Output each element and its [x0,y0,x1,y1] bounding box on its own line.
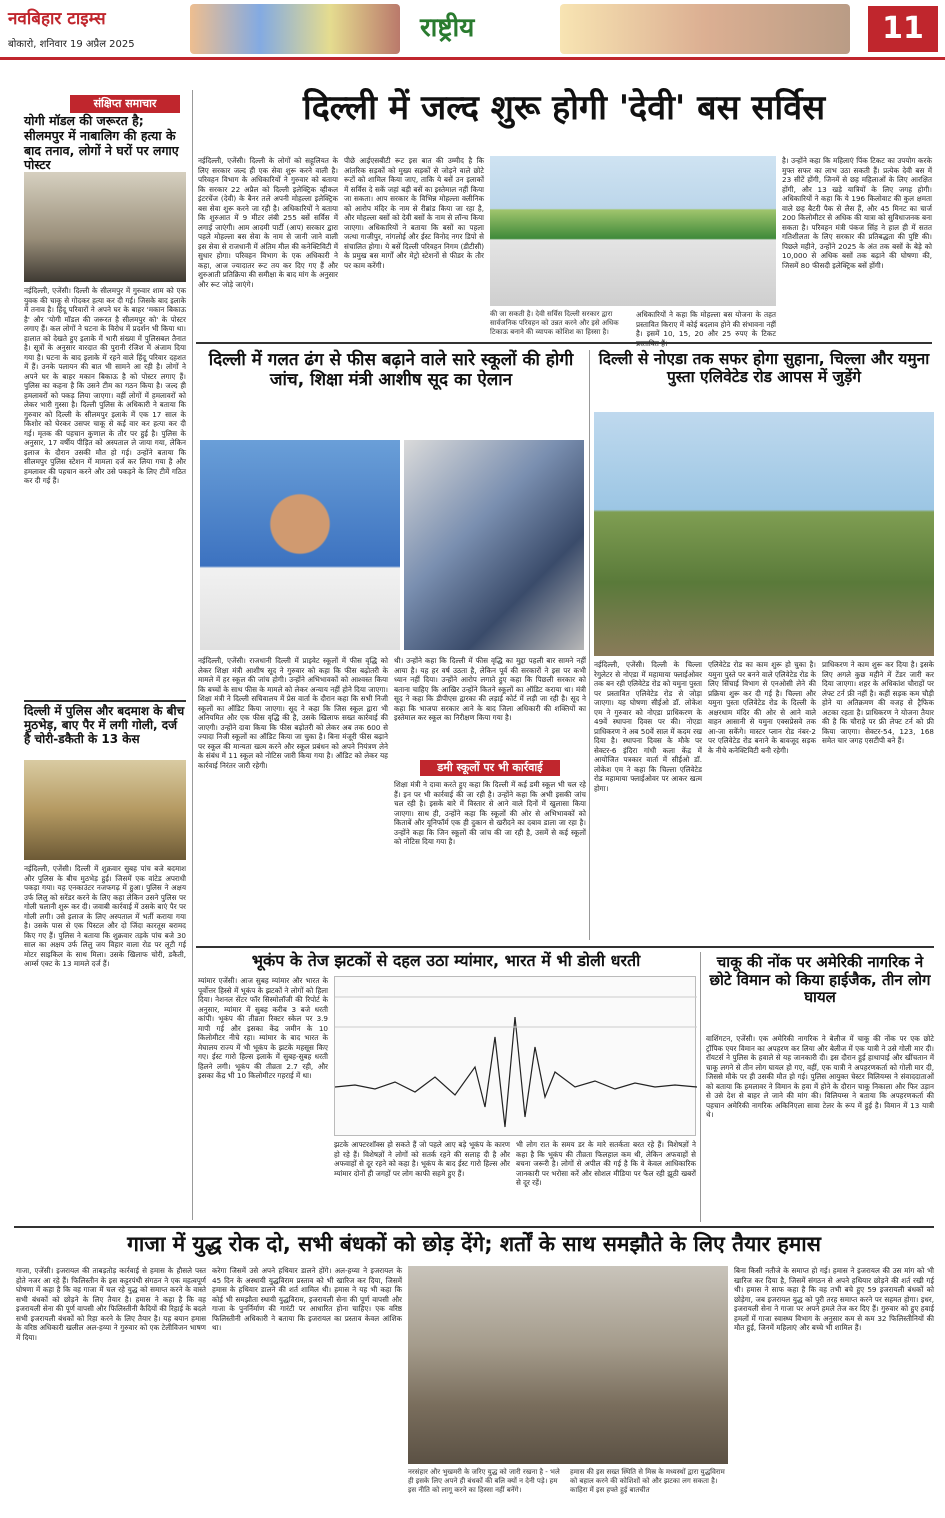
students-photo [404,440,584,650]
divider [196,946,934,948]
expressway-headline: दिल्ली से नोएडा तक सफर होगा सुहाना, चिल्ला और यमुना पुस्ता एलिवेटेड रोड आपस में जुड़ेंगे [598,350,930,387]
divider [14,1226,934,1228]
masthead-artwork [190,4,400,54]
lead-photo-caption: की जा सकती है। देवी सर्विस दिल्ली सरकार द्वारा सार्वजनिक परिवहन को उन्नत करने और इसे अधिक टिकाऊ बनाने की व्यापक कोशिश का हिस्सा है। [490,310,619,337]
brief1-headline: योगी मॉडल की जरूरत है; सीलमपुर में नाबालिग की हत्या के बाद तनाव, लोगों ने घरों पर लगाए पोस्टर [24,113,179,173]
lead-body-col1: नईदिल्ली, एजेंसी। दिल्ली के लोगों को सहूलियत के लिए सरकार जल्द ही एक सेवा शुरू करने वाली है। परिवहन विभाग के अधिकारियों ने गुरुवार को बताया कि सरकार 22 अप्रैल को दिल्ली इलेक्ट्रिक व्हीकल इंटरचेंज (देवी) के बैनर तले अपनी मोहल्ला इलेक्ट्रिक बस सेवा शुरू करने जा रही है। अधिकारियों ने बताया कि शुरुआत में 9 मीटर लंबी 255 बसें सर्विस में लगाई जाएंगी। आम आदमी पार्टी (आप) सरकार द्वारा पहले मोहल्ला बस सेवा के नाम से जानी जाने वाली इस सेवा से राजधानी में अंतिम मील की कनेक्टिविटी में सुधार होगा। परिवहन विभाग के एक अधिकारी ने कहा, आज ज्यादातर रूट तय कर दिए गए हैं और शुरुआती प्रतिक्रिया की समीक्षा के बाद मांग के अनुसार और रूट जोड़े जाएंगे। [198,156,338,289]
survey-photo [594,412,934,656]
expressway-body-col3: प्राधिकरण ने काम शुरू कर दिया है। इसके लिए अगले कुछ महीने में टेंडर जारी कर दिया जाएगा। शहर के अधिकांश चौराहों पर लेफ्ट टर्न फ्री नहीं है। कहीं सड़क कम चौड़ी होने या अतिक्रमण की वजह से ट्रैफिक अटका रहता है। प्राधिकरण ने योजना तैयार की है कि चौराहे पर फ्री लेफ्ट टर्न को फ्री किया जाएगा। सेक्टर-54, 123, 168 समेत चार जगह एसटीपी बने हैं। [822,660,934,745]
hijack-body: वाशिंगटन, एजेंसी। एक अमेरिकी नागरिक ने बेलीज में चाकू की नोंक पर एक छोटे ट्रॉपिक एयर विमान का अपहरण कर लिया और बेलीज में एक यात्री ने उसे गोली मार दी। रॉयटर्स ने पुलिस के हवाले से यह जानकारी दी। इस दौरान हुई हाथापाई और खींचतान में चाकू लगने से तीन लोग घायल हो गए, वहीं, एक यात्री ने अपहरणकर्ता को गोली मार दी, जिससे मौके पर ही उसकी मौत हो गई। पुलिस आयुक्त चेस्टर विलियम्स ने संवाददाताओं को बताया कि हमलावर ने विमान के हवा में होने के दौरान चाकू निकाला और फिर उड़ान से उसे देश से बाहर ले जाने की मांग की। विलियम्स ने बताया कि अपहरणकर्ता की पहचान अमेरिकी नागरिक अकिनिएला सावा टेलर के रूप में हुई है। विमान में 13 यात्री थे। [706,1034,934,1119]
newspaper-brand: नवबिहार टाइम्स [8,9,106,29]
schools-body-col1: नईदिल्ली, एजेंसी। राजधानी दिल्ली में प्राइवेट स्कूलों में फीस वृद्धि को लेकर शिक्षा मंत्री आशीष सूद ने गुरुवार को कहा कि फीस बढ़ोतरी के मामले में हर स्कूल की जांच होगी। उन्होंने अभिभावकों को आश्वस्त किया कि बच्चों के साथ फीस के मामले को लेकर अन्याय नहीं होने दिया जाएगा। शिक्षा मंत्री ने दिल्ली सचिवालय में प्रेस वार्ता के दौरान कहा कि सभी निजी स्कूलों का ऑडिट किया जाएगा। सूद ने कहा कि जिस स्कूल द्वारा भी अनियमित और एक फीस वृद्धि की है, उसके खिलाफ सख्त कार्रवाई की जाएगी। उन्होंने दावा किया कि फीस बढ़ोतरी को लेकर अब तक 600 से ज्यादा निजी स्कूलों का ऑडिट किया जा चुका है। बिना मंजूरी फीस बढ़ाने पर स्कूल की मान्यता खत्म करने और स्कूल प्रबंधन को अपने नियंत्रण लेने के संबंध में 11 स्कूल को नोटिस जारी किया गया है। ऑडिट को लेकर यह कार्रवाई निरंतर जारी रहेगी। [198,656,388,770]
gaza-photo-caption: नरसंहार और भुखमरी के जरिए युद्ध को जारी रखना है - भले ही इसके लिए अपने ही बंधकों की बलि क्यों न देनी पड़े। हम इस नीति को लागू करने का हिस्सा नहीं बनेंगे। [408,1468,560,1495]
quake-headline: भूकंप के तेज झटकों से दहल उठा म्यांमार, भारत में भी डोली धरती [251,951,641,970]
lead-body-col4: है। उन्होंने कहा कि महिलाएं पिंक टिकट का उपयोग करके मुफ्त सफर का लाभ उठा सकती हैं। प्रत्येक देवी बस में 23 सीटें होंगी, जिनमें से छह महिलाओं के लिए आरक्षित होंगी, और 13 खड़े यात्रियों के लिए जगह होगी। अधिकारियों ने कहा कि ये 196 किलोवाट की कुल क्षमता वाले छह बैटरी पैक से लैस हैं, और 45 मिनट का चार्ज 200 किलोमीटर से अधिक की यात्रा को सुविधाजनक बना सकता है। परिवहन मंत्री पंकज सिंह ने हाल ही में सतत गतिशीलता के लिए सरकार की प्रतिबद्धता की पुष्टि की। पिछले महीने, उन्होंने 2025 के अंत तक बसों के बेड़े को 10,000 से अधिक बसों तक बढ़ाने की घोषणा की, जिसमें 80 फीसदी इलेक्ट्रिक बसें होंगी। [782,156,932,270]
briefs-tag: संक्षिप्त समाचार [70,95,180,113]
brief1-photo [24,172,186,282]
seismograph-photo [334,976,696,1136]
column-rule [700,952,701,1222]
page-number: 11 [868,6,938,52]
divider [24,700,186,702]
seismograph-wave-icon [335,977,697,1137]
lead-body-col3: अधिकारियों ने कहा कि मोहल्ला बस योजना के तहत प्रस्तावित किराए में कोई बदलाव होने की संभावना नहीं है। इसमें 10, 15, 20 और 25 रुपए के टिकट [636,310,776,338]
schools-subhead: डमी स्कूलों पर भी कार्रवाई [420,760,560,776]
brief2-body: नईदिल्ली, एजेंसी। दिल्ली में शुक्रवार सुबह पांच बजे बदमाश और पुलिस के बीच मुठभेड़ हुई। जिसमें एक वांटेड अपराधी पकड़ा गया। यह एनकाउंटर नजफगढ़ में हुआ। पुलिस ने अक्षय उर्फ लिलु को सरेंडर करने के लिए कहा लेकिन उसने पुलिस पर गोली चलानी शुरू कर दी। जवाबी कार्रवाई में उसके बाएं पैर पर गोली लगी। उसे इलाज के लिए अस्पताल में भर्ती कराया गया है। उसके पास से एक पिस्टल और दो जिंदा कारतूस बरामद किए गए हैं। पुलिस ने बताया कि शुक्रवार तड़के पांच बजे 30 साल का अक्षय उर्फ लिलु जय विहार वाला रोड पर लूटी गई मोटर साइकिल के साथ मिला। उसके खिलाफ चोरी, डकैती, आर्म्स एक्ट के 13 मामले दर्ज हैं। [24,864,186,968]
schools-body-col3: शिक्षा मंत्री ने दावा करते हुए कहा कि दिल्ली में कई डमी स्कूल भी चल रहे हैं। इन पर भी कार्रवाई की जा रही है। उन्होंने कहा कि अभी इसकी जांच चल रही है। इसके बारे में विस्तार से आने वाले दिनों में खुलासा किया जाएगा। साथ ही, उन्होंने कहा कि स्कूलों की ओर से अभिभावकों को किताबें और यूनिफॉर्म एक ही दुकान से खरीदने का दबाव डाला जा रहा है। उन्होंने कहा कि जिन स्कूलों की जांच की जा रही है, उसमें से कई स्कूलों को नोटिस दिया गया है। [394,780,586,846]
quake-body-col3: भी लोग रात के समय डर के मारे सतर्कता बरत रहे हैं। विशेषज्ञों ने कहा है कि भूकंप की तीव्रता फिलहाल कम थी, लेकिन अफवाहों से बचना जरूरी है। लोगों से अपील की गई है कि वे केवल आधिकारिक जानकारी पर भरोसा करें और सोशल मीडिया पर फैल रही झूठी खबरों से दूर रहें। [516,1140,696,1187]
quake-body-col1: म्यांमार एजेंसी। आज सुबह म्यांमार और भारत के पूर्वोत्तर हिस्से में भूकंप के झटकों ने लोगों को हिला दिया। नेशनल सेंटर फॉर सिस्मोलॉजी की रिपोर्ट के अनुसार, म्यांमार में सुबह करीब 3 बजे धरती कांपी। भूकंप की तीव्रता रिक्टर स्केल पर 3.9 मापी गई और इसका केंद्र जमीन के 10 किलोमीटर नीचे रहा। म्यांमार के बाद भारत के मेघालय राज्य में भी भूकंप के झटके महसूस किए गए। ईस्ट गारो हिल्स इलाके में सुबह-सुबह धरती हिलने लगी। भूकंप की तीव्रता 2.7 रही, और इसका केंद्र भी 10 किलोमीटर गहराई में था। [198,976,328,1080]
gaza-rubble-photo [408,1266,728,1464]
dateline: बोकारो, शनिवार 19 अप्रैल 2025 [8,39,135,50]
hijack-headline: चाकू की नोंक पर अमेरिकी नागरिक ने छोटे विमान को किया हाईजैक, तीन लोग घायल [709,953,931,1007]
gaza-headline: गाजा में युद्ध रोक दो, सभी बंधकों को छोड़ देंगे; शर्तों के साथ समझौते के लिए तैयार हमास [127,1232,821,1256]
masthead-artwork-right [560,4,850,54]
brief1-body: नईदिल्ली, एजेंसी। दिल्ली के सीलमपुर में गुरुवार शाम को एक युवक की चाकू से गोदकर हत्या कर दी गई। जिसके बाद इलाके में तनाव है। हिंदू परिवारों ने अपने घर के बाहर 'मकान बिकाऊ है' और 'योगी मॉडल की जरूरत है सीलमपुर को' के पोस्टर लगाए हैं। कल लोगों ने घटना के विरोध में प्रदर्शन भी किया था। हालात को देखते हुए इलाके में भारी संख्या में पुलिसबल तैनात है। सूत्रों के अनुसार वारदात की पुरानी रंजिश में अंजाम दिया गया है। घटना के बाद इलाके में रहने वाले हिंदू परिवार दहशत में हैं। उनके पलायन की बात भी सामने आ रही है। लोगों ने अपने घर के बाहर मकान बिकाऊ है को पोस्टर लगाए हैं। पुलिस का कहना है कि उसने टीम का गठन किया है। जल्द ही हमलावरों को पकड़ लिया जाएगा। वहीं लोगों में हमलावरों को लेकर भारी गुस्सा है। दिल्ली पुलिस के अधिकारी ने बताया कि गुरुवार को दिल्ली के सीलमपुर इलाके में एक 17 साल के किशोर को घेरकर उसपर चाकू से कई वार कर हत्या कर दी गई। मृतक की पहचान कुणाल के तौर पर हुई है। पुलिस के अनुसार, 17 वर्षीय पीड़ित को अस्पताल ले जाया गया, लेकिन इलाज के दौरान उसकी मौत हो गई। उन्होंने बताया कि सीलमपुर पुलिस स्टेशन में मामला दर्ज कर लिया गया है और हमलावर की पहचान करने और उसे पकड़ने के लिए टीमें गठित कर दी गई हैं। [24,286,186,485]
gaza-caption-2: हमास की इस सख्त स्थिति से मिस्र के मध्यस्थों द्वारा युद्धविराम को बहाल करने की कोशिशों को और झटका लग सकता है। काहिरा में इस हफ्ते हुई बातचीत [570,1468,725,1495]
column-rule [192,90,193,1220]
lead-body-col2: पीछे आईएसबीटी रूट इस बात की उम्मीद है कि आंतरिक सड़कों को मुख्य सड़कों से जोड़ने वाले छोटे रूटों को शामिल किया जाए, ताकि ये बसें उन इलाकों में सर्विस दे सकें जहां बड़ी बसें का इस्तेमाल नहीं किया जा सकता। आप सरकार के विभिन्न मोहल्ला क्लीनिक को आरोप मंदिर के नाम से रीब्रांड किया जा रहा है, और मोहल्ला बसों को देवी बसों के नाम से लॉन्च किया जाएगा। अधिकारियों ने बताया कि बसों का पहला जत्था गाजीपुर, नांगलोई और ईस्ट विनोद नगर डिपो से संचालित होगा। ये बसें दिल्ली परिवहन निगम (डीटीसी) के प्रमुख बस मार्गों और मेट्रो स्टेशनों से फीडर के तौर पर काम करेंगी। [344,156,484,270]
expressway-body-col1: नईदिल्ली, एजेंसी। दिल्ली के चिल्ला रेगुलेटर से नोएडा में महामाया फ्लाईओवर तक बन रही एलिवेटेड रोड को यमुना पुस्ता पर प्रस्तावित एलिवेटेड रोड से जोड़ा जाएगा। यह घोषणा सीईओ डॉ. लोकेश एम ने गुरुवार को नोएडा प्राधिकरण के 49वें स्थापना दिवस पर की। नोएडा प्राधिकरण ने अब 50वें साल में कदम रख दिया है। स्थापना दिवस के मौके पर सेक्टर-6 इंदिरा गांधी कला केंद्र में आयोजित पत्रकार वार्ता में सीईओ डॉ. लोकेश एम ने कहा कि चिल्ला एलिवेटेड रोड महामाया फ्लाईओवर पर आकर खत्म होगा। [594,660,702,793]
brief2-photo [24,760,186,860]
schools-body-col2: थी। उन्होंने कहा कि दिल्ली में फीस वृद्धि का मुद्दा पहली बार सामने नहीं आया है। यह हर वर्ष उठता है, लेकिन पूर्व की सरकारों ने इस पर कभी ध्यान नहीं दिया। उन्होंने आरोप लगाते हुए कहा कि पिछली सरकार को बताना चाहिए कि आखिर उन्होंने कितने स्कूलों का ऑडिट कराया था। मंत्री सूद ने कहा कि डीपीएस द्वारका की लड़ाई कोर्ट में लड़ी जा रही है। सूद ने कहा कि भाजपा सरकार आने के बाद जिला अधिकारी की शक्तियों का इस्तेमाल कर स्कूल का निरीक्षण किया गया है। [394,656,586,722]
gaza-body-col3: बिना किसी नतीजे के समाप्त हो गई। हमास ने इजरायल की उस मांग को भी खारिज कर दिया है, जिसमें संगठन से अपने हथियार छोड़ने की शर्त रखी गई थी। हमास ने साफ कहा है कि वह तभी बचे हुए 59 इजरायली बंधकों को छोड़ेगा, जब इजरायल युद्ध को पूरी तरह समाप्त करने पर सहमत होगा। इधर, इजरायली सेना ने गाजा पर अपने हमले तेज कर दिए हैं। गुरुवार को हुए हवाई हमलों में गाजा स्वास्थ्य विभाग के अनुसार कम से कम 32 फिलिस्तीनियों की मौत हुई, जिनमें महिलाएं और बच्चे भी शामिल हैं। [734,1266,934,1332]
divider [196,342,932,344]
minister-photo [200,440,400,650]
quake-body-col2: झटके आफ्टरशॉक्स हो सकते हैं जो पहले आए बड़े भूकंप के कारण हो रहे हैं। विशेषज्ञों ने लोगों को सतर्क रहने की सलाह दी है और अफवाहों से दूर रहने को कहा है। भूकंप के बाद ईस्ट गारो हिल्स और म्यांमार दोनों ही जगहों पर लोग काफी सहमे हुए हैं। [334,1140,510,1178]
column-rule [589,350,590,940]
gaza-body-col2: करेगा जिसमें उसे अपने हथियार डालने होंगे। अल-हय्या ने इजरायल के 45 दिन के अस्थायी युद्धविराम प्रस्ताव को भी खारिज कर दिया, जिसमें हमास के हथियार डालने की शर्त शामिल थी। हमास ने यह भी कहा कि कोई भी समझौता स्थायी युद्धविराम, इजरायली सेना की पूर्ण वापसी और गाजा के पुनर्निर्माण की गारंटी पर आधारित होना चाहिए। एक वरिष्ठ फिलिस्तीनी अधिकारी ने बताया कि इजरायल का प्रस्ताव केवल आंशिक था। [212,1266,402,1332]
gaza-body-col1: गाजा, एजेंसी। इजरायल की ताबड़तोड़ कार्रवाई से हमास के हौसले पस्त होते नजर आ रहे हैं। फिलिस्तीन के इस कट्टरपंथी संगठन ने एक महत्वपूर्ण घोषणा में कहा है कि वह गाजा में चल रहे युद्ध को समाप्त करने के वास्ते सभी बंधकों को छोड़ने के लिए तैयार है। हमास ने कहा है कि वह इजरायली सेना की पूर्ण वापसी और फिलिस्तीनी कैदियों की रिहाई के बदले सभी इजरायली बंधकों को रिहा करने के लिए तैयार है। यह बयान हमास के वरिष्ठ अधिकारी खलील अल-हय्या ने गुरुवार को एक टेलीविजन भाषण में दिया। [16,1266,206,1342]
lead-headline: दिल्ली में जल्द शुरू होगी 'देवी' बस सर्विस [302,88,826,128]
section-title: राष्ट्रीय [420,13,475,43]
schools-headline: दिल्ली में गलत ढंग से फीस बढ़ाने वाले सारे स्कूलों की होगी जांच, शिक्षा मंत्री आशीष सूद का ऐलान [208,350,574,391]
lead-bus-photo [490,156,776,306]
brief2-headline: दिल्ली में पुलिस और बदमाश के बीच मुठभेड़, बाए पैर में लगी गोली, दर्ज है चोरी-डकैती के 13 केस [24,704,185,747]
expressway-body-col2: एलिवेटेड रोड का काम शुरू हो चुका है। यमुना पुस्ते पर बनने वाले एलिवेटेड रोड के लिए सिंचाई विभाग से एनओसी लेने की प्रक्रिया शुरू कर दी गई है। चिल्ला और यमुना पुस्ता एलिवेटेड रोड के दिल्ली के अक्षरधाम मंदिर की ओर से आने वाले वाहन आसानी से यमुना एक्सप्रेसवे तक आ-जा सकेंगे। मास्टर प्लान रोड नंबर-2 पर एलिवेटेड रोड बनाने के बावजूद सड़क के नीचे कनेक्टिविटी बनी रहेगी। [708,660,816,755]
